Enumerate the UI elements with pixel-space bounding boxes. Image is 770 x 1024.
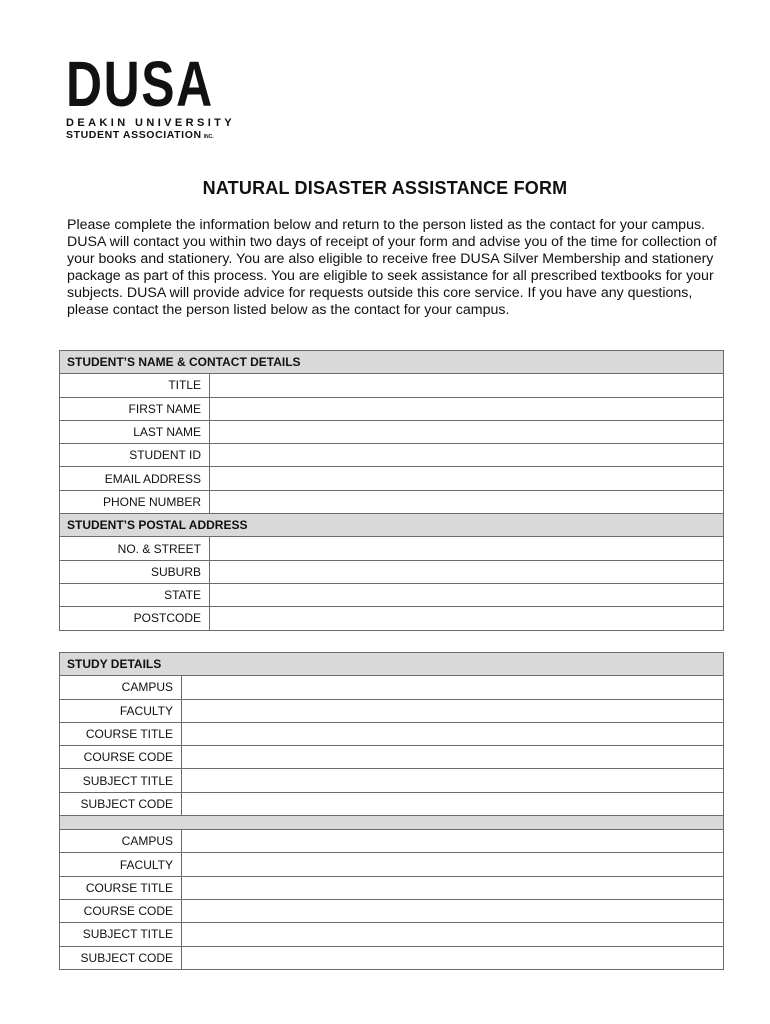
first-name-field[interactable]: [210, 397, 724, 420]
state-field[interactable]: [210, 583, 724, 606]
subject-code-label-2: SUBJECT CODE: [60, 946, 182, 969]
first-name-label: FIRST NAME: [60, 397, 210, 420]
course-code-field-2[interactable]: [182, 899, 724, 922]
student-id-field[interactable]: [210, 444, 724, 467]
section-spacer: [60, 816, 724, 830]
intro-paragraph: Please complete the information below and return to the person listed as the contact for your campus. DUSA will contact you within two days of receipt of your form and advise you of the time for collection of your books and stationery. You are also eligible to receive free DUSA Silver Membership and stationery package as part of this process. You are eligible to seek assistance for all prescribed textbooks for your subjects. DUSA will provide advice for requests outside this core service. If you have any questions, please contact the person listed below as the contact for your campus.: [67, 217, 717, 318]
campus-label-2: CAMPUS: [60, 830, 182, 853]
subject-title-label-2: SUBJECT TITLE: [60, 923, 182, 946]
form-row: [60, 537, 724, 560]
subject-title-label: SUBJECT TITLE: [60, 769, 182, 792]
form-row: [60, 583, 724, 606]
course-code-label-2: COURSE CODE: [60, 899, 182, 922]
study-section-heading: STUDY DETAILS: [60, 653, 724, 676]
course-title-label: COURSE TITLE: [60, 722, 182, 745]
form-row: [60, 899, 724, 922]
postcode-field[interactable]: [210, 607, 724, 630]
form-row: [60, 420, 724, 443]
campus-label: CAMPUS: [60, 676, 182, 699]
form-row: [60, 607, 724, 630]
postal-section-heading: STUDENT’S POSTAL ADDRESS: [60, 514, 724, 537]
form-row: [60, 876, 724, 899]
course-code-field[interactable]: [182, 746, 724, 769]
section-row: [60, 514, 724, 537]
subject-code-field-2[interactable]: [182, 946, 724, 969]
subject-title-field-2[interactable]: [182, 923, 724, 946]
logo-line-1: DEAKIN UNIVERSITY: [66, 117, 236, 129]
form-row: [60, 769, 724, 792]
phone-number-label: PHONE NUMBER: [60, 490, 210, 513]
form-title: NATURAL DISASTER ASSISTANCE FORM: [202, 178, 568, 198]
subject-title-field[interactable]: [182, 769, 724, 792]
contact-section-heading: STUDENT’S NAME & CONTACT DETAILS: [60, 351, 724, 374]
form-row: [60, 676, 724, 699]
form-row: [60, 722, 724, 745]
student-id-label: STUDENT ID: [60, 444, 210, 467]
course-title-label-2: COURSE TITLE: [60, 876, 182, 899]
phone-number-field[interactable]: [210, 490, 724, 513]
form-row: [60, 699, 724, 722]
form-row: [60, 830, 724, 853]
logo-line-2-text: STUDENT ASSOCIATION: [66, 129, 202, 141]
logo-wordmark: DUSA: [66, 48, 214, 120]
campus-field[interactable]: [182, 676, 724, 699]
form-row: [60, 853, 724, 876]
contact-and-postal-table: [59, 350, 724, 631]
title-field[interactable]: [210, 374, 724, 397]
faculty-field-2[interactable]: [182, 853, 724, 876]
last-name-label: LAST NAME: [60, 420, 210, 443]
state-label: STATE: [60, 583, 210, 606]
title-label: TITLE: [60, 374, 210, 397]
postcode-label: POSTCODE: [60, 607, 210, 630]
street-label: NO. & STREET: [60, 537, 210, 560]
course-title-field-2[interactable]: [182, 876, 724, 899]
dusa-logo: [66, 48, 236, 143]
subject-code-field[interactable]: [182, 792, 724, 815]
form-row: [60, 746, 724, 769]
form-row: [60, 490, 724, 513]
suburb-label: SUBURB: [60, 560, 210, 583]
form-row: [60, 397, 724, 420]
form-row: [60, 923, 724, 946]
section-row: [60, 351, 724, 374]
form-row: [60, 467, 724, 490]
course-code-label: COURSE CODE: [60, 746, 182, 769]
email-address-field[interactable]: [210, 467, 724, 490]
email-address-label: EMAIL ADDRESS: [60, 467, 210, 490]
course-title-field[interactable]: [182, 722, 724, 745]
suburb-field[interactable]: [210, 560, 724, 583]
subject-code-label: SUBJECT CODE: [60, 792, 182, 815]
logo-inc: INC.: [203, 134, 214, 140]
form-row: [60, 444, 724, 467]
form-row: [60, 946, 724, 969]
form-row: [60, 560, 724, 583]
faculty-label: FACULTY: [60, 699, 182, 722]
street-field[interactable]: [210, 537, 724, 560]
section-row: [60, 653, 724, 676]
last-name-field[interactable]: [210, 420, 724, 443]
logo-line-2: [66, 129, 216, 143]
study-details-table: [59, 652, 724, 970]
faculty-field[interactable]: [182, 699, 724, 722]
spacer-row: [60, 816, 724, 830]
campus-field-2[interactable]: [182, 830, 724, 853]
form-row: [60, 374, 724, 397]
faculty-label-2: FACULTY: [60, 853, 182, 876]
form-row: [60, 792, 724, 815]
